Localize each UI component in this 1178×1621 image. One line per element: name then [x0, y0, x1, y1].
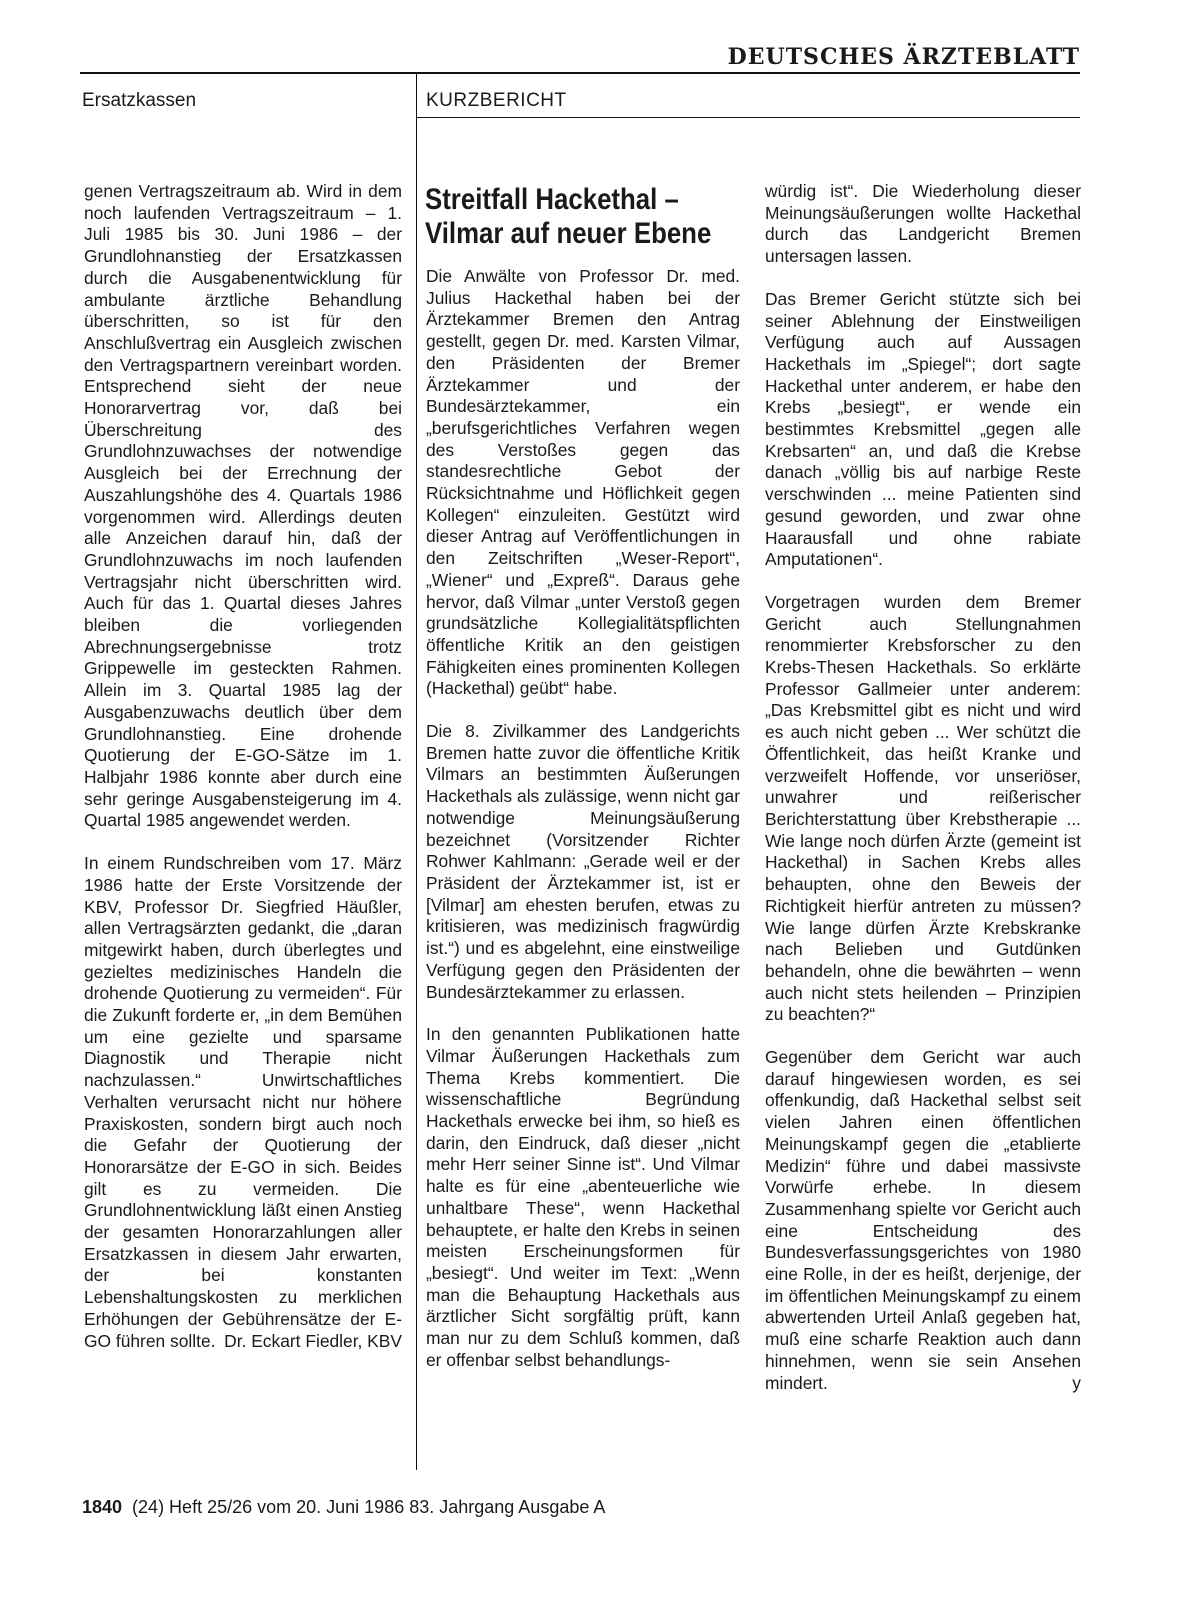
- issue-info: (24) Heft 25/26 vom 20. Juni 1986 83. Jahrgang Ausgabe A: [132, 1497, 606, 1517]
- article-headline: [425, 183, 741, 251]
- column-divider-top: [416, 74, 417, 118]
- left-paragraph-2: In einem Rundschreiben vom 17. März 1986 hatte der Erste Vorsitzende der KBV, Professor Dr. Siegfried Häußler, allen Vertragsärzten gedankt, die „daran mitgewirkt haben, durch überlegtes und gezieltes medizinisches Handeln die drohende Quotierung zu vermeiden“. Für die Zukunft forderte er, „in dem Bemühen um eine gezielte und sparsame Diagnostik und Therapie nicht nachzulassen.“ Unwirtschaftliches Verhalten verursacht nicht nur höhere Praxiskosten, sondern birgt auch noch die Gefahr der Quotierung der Honorarsätze der E-GO in sich. Beides gilt es zu vermeiden. Die Grundlohnentwicklung läßt einen Anstieg der gesamten Honorarzahlungen aller Ersatzkassen in diesem Jahr erwarten, der bei konstanten Lebenshaltungskosten zu merklichen Erhöhungen der Gebührensätze der E-GO führen sollte. Dr. Eckart Fiedler, KBV: [84, 853, 402, 1351]
- right-paragraph-3: Vorgetragen wurden dem Bremer Gericht auch Stellungnahmen renommierter Krebsforscher zu den Krebs-Thesen Hackethals. So erklärte Professor Gallmeier unter anderem: „Das Krebsmittel gibt es nicht und wird es auch nicht geben ... Wer schützt die Öffentlichkeit, das heißt Kranke und verzweifelt Hoffende, vor unseriöser, unwahrer und reißerischer Berichterstattung über Krebstherapie ... Wie lange noch dürfen Ärzte (gemeint ist Hackethal) in Sachen Krebs alles behaupten, ohne den Beweis der Richtigkeit hierfür antreten zu müssen? Wie lange dürfen Ärzte Krebskranke nach Belieben und Gutdünken behandeln, ohne die bewährten – wenn auch nicht stets heilenden – Prinzipien zu beachten?“: [765, 591, 1081, 1025]
- section-label-left: Ersatzkassen: [82, 90, 197, 111]
- middle-paragraph-2: Die 8. Zivilkammer des Landgerichts Bremen hatte zuvor die öffentliche Kritik Vilmars an bestimmten Äußerungen Hackethals als zulässige, wenn nicht gar notwendige Meinungsäußerung bezeichnet (Vorsitzender Richter Rohwer Kahlmann: „Gerade weil er der Präsident der Ärztekammer ist, ist er [Vilmar] am ehesten berufen, etwas zu kritisieren, was medizinisch fragwürdig ist.“) und es abgelehnt, eine einstweilige Verfügung gegen den Präsidenten der Bundesärztekammer zu erlassen.: [426, 721, 740, 1002]
- section-rule: [416, 117, 1080, 118]
- page-footer: [82, 1497, 605, 1518]
- end-mark: y: [1072, 1372, 1081, 1393]
- left-article-column: [84, 181, 402, 1352]
- middle-paragraph-1: Die Anwälte von Professor Dr. med. Julius Hackethal haben bei der Ärztekammer Bremen den Antrag gestellt, gegen Dr. med. Karsten Vilmar, den Präsidenten der Bremer Ärztekammer und der Bundesärztekammer, ein „berufsgerichtliches Verfahren wegen des Verstoßes gegen das standesrechtliche Gebot der Rücksichtnahme und Höflichkeit gegen Kollegen“ einzuleiten. Gestützt wird dieser Antrag auf Veröffentlichungen in den Zeitschriften „Weser-Report“, „Wiener“ und „Expreß“. Daraus gehe hervor, daß Vilmar „unter Verstoß gegen grundsätzliche Kollegialitätspflichten öffentliche Kritik an den geistigen Fähigkeiten eines prominenten Kollegen (Hackethal) geübt“ habe.: [426, 266, 740, 699]
- headline-line-1: Streitfall Hackethal –: [425, 183, 679, 216]
- headline-line-2: Vilmar auf neuer Ebene: [425, 217, 712, 250]
- middle-article-column: [426, 266, 740, 1392]
- right-article-column: [765, 181, 1081, 1415]
- masthead: DEUTSCHES ÄRZTEBLATT: [727, 44, 1080, 70]
- page-number: 1840: [82, 1497, 123, 1517]
- header-rule: [80, 72, 1080, 74]
- author-signature: Dr. Eckart Fiedler, KBV: [224, 1330, 402, 1351]
- column-divider: [416, 118, 417, 1470]
- right-paragraph-1: würdig ist“. Die Wiederholung dieser Meinungsäußerungen wollte Hackethal durch das Landgericht Bremen untersagen lassen.: [765, 181, 1081, 267]
- middle-paragraph-3: In den genannten Publikationen hatte Vilmar Äußerungen Hackethals zum Thema Krebs kommentiert. Die wissenschaftliche Begründung Hackethals erwecke bei ihm, so hieß es darin, den Eindruck, daß dieser „nicht mehr Herr seiner Sinne ist“. Und Vilmar halte es für eine „abenteuerliche wie unhaltbare These“, wenn Hackethal behauptete, er halte den Krebs in seinen meisten Erscheinungsformen für „besiegt“. Und weiter im Text: „Wenn man die Behauptung Hackethals aus ärztlicher Sicht sorgfältig prüft, kann man nur zu dem Schluß kommen, daß er offenbar selbst behandlungs-: [426, 1024, 740, 1370]
- right-paragraph-2: Das Bremer Gericht stützte sich bei seiner Ablehnung der Einstweiligen Verfügung auch auf Aussagen Hackethals im „Spiegel“; dort sagte Hackethal unter anderem, er habe den Krebs „besiegt“, er wende ein bestimmtes Krebsmittel „gegen alle Krebsarten“ an, und daß die Krebse danach „völlig bis auf narbige Reste verschwinden ... meine Patienten sind gesund geworden, und zwar ohne Haarausfall und ohne rabiate Amputationen“.: [765, 288, 1081, 570]
- section-label-right: KURZBERICHT: [426, 90, 567, 111]
- right-paragraph-4: Gegenüber dem Gericht war auch darauf hingewiesen worden, es sei offenkundig, daß Hackethal selbst seit vielen Jahren einen öffentlichen Meinungskampf gegen die „etablierte Medizin“ führe und dabei massivste Vorwürfe erhebe. In diesem Zusammenhang spielte vor Gericht auch eine Entscheidung des Bundesverfassungsgerichtes von 1980 eine Rolle, in der es heißt, derjenige, der im öffentlichen Meinungskampf zu einem abwertenden Urteil Anlaß gegeben hat, muß eine scharfe Reaktion auch dann hinnehmen, wenn sie sein Ansehen mindert. y: [765, 1047, 1081, 1393]
- left-paragraph-1: genen Vertragszeitraum ab. Wird in dem noch laufenden Vertragszeitraum – 1. Juli 1985 bis 30. Juni 1986 – der Grundlohnanstieg der Ersatzkassen durch die Ausgabenentwicklung für ambulante ärztliche Behandlung überschritten, so ist für den Anschlußvertrag ein Ausgleich zwischen den Vertragspartnern vereinbart worden. Entsprechend sieht der neue Honorarvertrag vor, daß bei Überschreitung des Grundlohnzuwachses der notwendige Ausgleich bei der Errechnung der Auszahlungshöhe des 4. Quartals 1986 vorgenommen wird. Allerdings deuten alle Anzeichen darauf hin, daß der Grundlohnzuwachs im noch laufenden Vertragsjahr nicht überschritten wird. Auch für das 1. Quartal dieses Jahres bleiben die vorliegenden Abrechnungsergebnisse trotz Grippewelle im gesteckten Rahmen. Allein im 3. Quartal 1985 lag der Ausgabenzuwachs deutlich über dem Grundlohnanstieg. Eine drohende Quotierung der E-GO-Sätze im 1. Halbjahr 1986 konnte aber durch eine sehr geringe Ausgabensteigerung im 4. Quartal 1985 angewendet werden.: [84, 181, 402, 831]
